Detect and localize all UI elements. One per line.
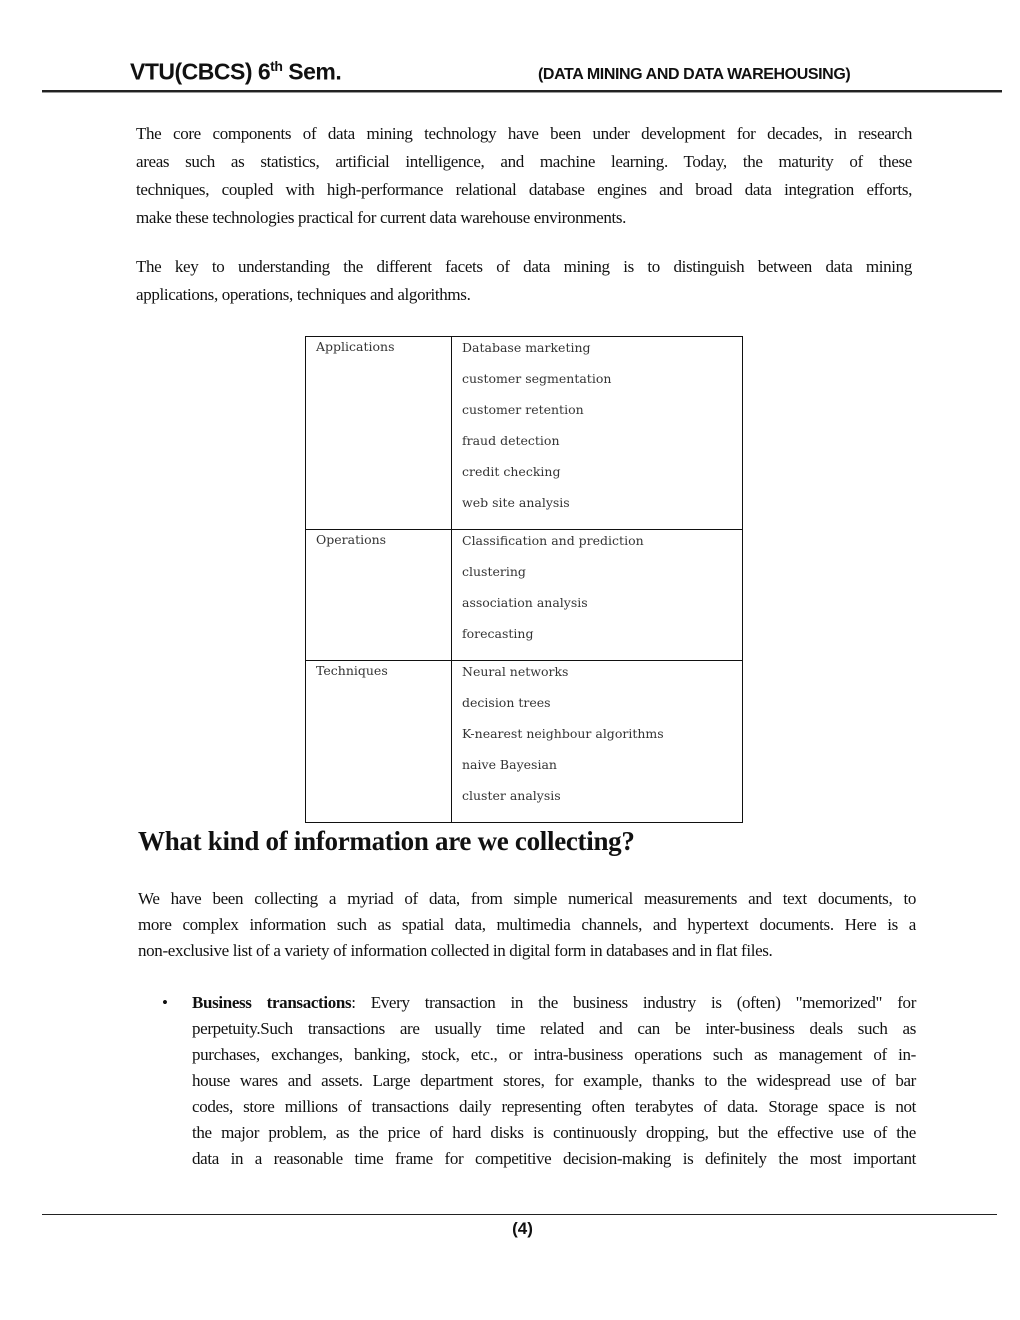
text-line: codes, store millions of transactions daily representing often terabytes of data. Storage space is not [192,1097,916,1116]
section-paragraph [138,886,916,964]
bullet-icon: • [162,993,168,1012]
section-heading: What kind of information are we collecting? [138,826,635,856]
course-sup: th [270,58,283,74]
text-line: data in a reasonable time frame for competitive decision-making is definitely the most important [192,1149,916,1168]
text-line: The core components of data mining technology have been under development for decades, in research [136,124,912,143]
bullet-title: Business transactions [192,993,352,1012]
sem-text: Sem. [282,58,342,85]
text-line: areas such as statistics, artificial intelligence, and machine learning. Today, the maturity of these [136,152,912,171]
table-item: K-nearest neighbour algorithms [462,726,664,741]
table-item: Neural networks [462,664,569,679]
text-line: purchases, exchanges, banking, stock, etc., or intra-business operations such as management of in- [192,1045,916,1064]
table-item: customer segmentation [462,371,612,386]
table-row [306,337,743,530]
category-cell: Applications [306,337,452,530]
table-item: credit checking [462,464,561,479]
text-line: applications, operations, techniques and algorithms. [136,285,471,304]
footer-divider [42,1214,997,1215]
table-row [306,661,743,823]
text-line: We have been collecting a myriad of data, from simple numerical measurements and text documents, to [138,889,916,908]
text-line: perpetuity.Such transactions are usually time related and can be inter-business deals such as [192,1019,916,1038]
category-cell: Operations [306,530,452,661]
table-item: forecasting [462,626,534,641]
category-cell: Techniques [306,661,452,823]
table-item: clustering [462,564,526,579]
text-line: house wares and assets. Large department stores, for example, thanks to the widespread use of bar [192,1071,916,1090]
text-line: make these technologies practical for current data warehouse environments. [136,208,627,227]
course-text: VTU(CBCS) 6 [130,58,271,85]
text-line: more complex information such as spatial data, multimedia channels, and hypertext documents. Here is a [138,915,916,934]
intro-paragraph-2 [136,253,912,309]
text-line [192,990,916,1016]
text-line: non-exclusive list of a variety of information collected in digital form in databases and in flat files. [138,941,773,960]
items-cell [452,337,743,530]
bullet-business-transactions [192,990,916,1172]
table-row [306,530,743,661]
table-item: decision trees [462,695,551,710]
table-item: customer retention [462,402,584,417]
bullet-text: : Every transaction in the business industry is (often) "memorized" for [351,993,917,1012]
intro-paragraph-1 [136,120,912,232]
text-line: the major problem, as the price of hard disks is continuously dropping, but the effective use of the [192,1123,916,1142]
text-line: techniques, coupled with high-performance relational database engines and broad data integration efforts, [136,180,912,199]
table-item: naive Bayesian [462,757,557,772]
items-cell [452,661,743,823]
items-cell [452,530,743,661]
table-item: fraud detection [462,433,560,448]
table-item: association analysis [462,595,588,610]
page-number: (4) [512,1219,533,1238]
header-course [130,58,341,86]
table-item: Classification and prediction [462,533,644,548]
table-item: cluster analysis [462,788,561,803]
data-mining-facets-table [305,336,743,823]
header-subject: (DATA MINING AND DATA WAREHOUSING) [538,66,851,83]
table-item: Database marketing [462,340,591,355]
text-line: The key to understanding the different facets of data mining is to distinguish between data mining [136,257,912,276]
header-divider [42,90,1002,93]
table-item: web site analysis [462,495,570,510]
